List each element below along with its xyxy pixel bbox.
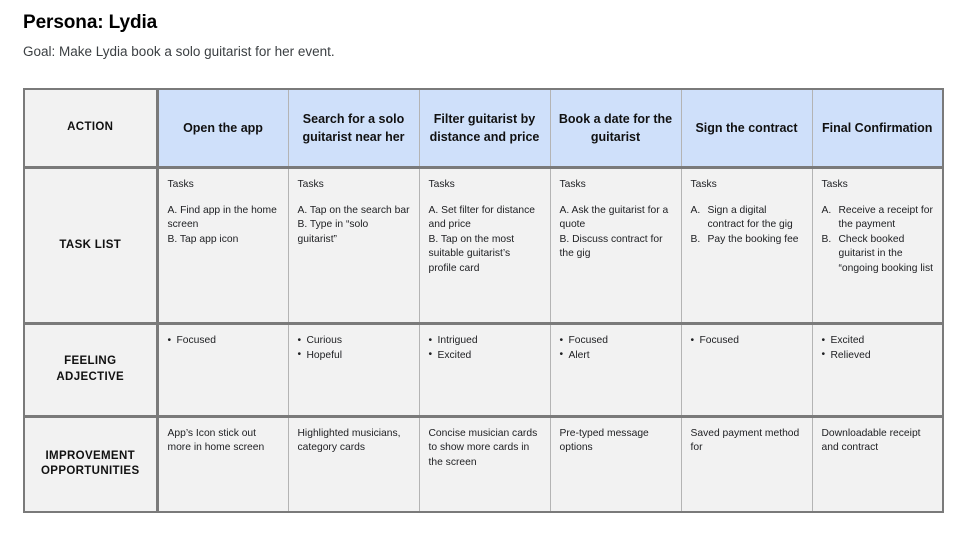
- row-label-task-list: TASK LIST: [24, 168, 157, 324]
- task-ordered-list: [691, 204, 803, 248]
- task-item-marker: A.: [690, 204, 701, 216]
- bullet-icon: •: [559, 349, 564, 361]
- bullet-icon: •: [428, 349, 433, 361]
- tasks-heading: Tasks: [167, 179, 194, 191]
- stage-header-5: Sign the contract: [681, 89, 812, 168]
- task-item: [691, 204, 803, 233]
- page-goal-subtitle: Goal: Make Lydia book a solo guitarist for her event.: [23, 44, 335, 59]
- task-item: [822, 204, 934, 233]
- feeling-list: [822, 334, 934, 363]
- task-line: A. Set filter for distance and price: [428, 204, 535, 231]
- task-cell-1: [157, 168, 288, 324]
- task-cell-3: [419, 168, 550, 324]
- feeling-item: [168, 334, 279, 349]
- feeling-cell-1: [157, 324, 288, 417]
- row-task-list: [24, 168, 943, 324]
- task-line: B. Type in “solo guitarist”: [297, 219, 369, 245]
- tasks-heading: Tasks: [559, 179, 586, 191]
- task-line: B. Discuss contract for the gig: [559, 233, 663, 260]
- task-item-text: Check booked guitarist in the “ongoing booking list: [838, 233, 933, 275]
- stage-header-2: Search for a solo guitarist near her: [288, 89, 419, 168]
- row-feeling-adjective: [24, 324, 943, 417]
- feeling-label: Hopeful: [306, 349, 342, 361]
- task-cell-5: [681, 168, 812, 324]
- feeling-label: Intrigued: [437, 335, 478, 347]
- feeling-item: [822, 349, 934, 364]
- page-title: Persona: Lydia: [23, 12, 158, 33]
- feeling-list: [429, 334, 541, 363]
- bullet-icon: •: [297, 349, 302, 361]
- task-item-marker: A.: [821, 204, 832, 216]
- feeling-cell-4: [550, 324, 681, 417]
- tasks-heading: Tasks: [690, 179, 717, 191]
- task-ordered-list: [822, 204, 934, 277]
- task-item: [822, 233, 934, 277]
- bullet-icon: •: [559, 334, 564, 346]
- task-line: A. Find app in the home screen: [167, 204, 277, 231]
- feeling-cell-2: [288, 324, 419, 417]
- feeling-label: Focused: [568, 335, 608, 347]
- bullet-icon: •: [297, 334, 302, 346]
- improvement-cell-1: App’s Icon stick out more in home screen: [157, 416, 288, 512]
- feeling-item: [560, 334, 672, 349]
- task-item-text: Pay the booking fee: [707, 233, 799, 245]
- feeling-cell-3: [419, 324, 550, 417]
- feeling-item: [560, 349, 672, 364]
- feeling-label: Relieved: [830, 349, 871, 361]
- feeling-label: Excited: [437, 349, 472, 361]
- feeling-item: [822, 334, 934, 349]
- row-improvement-opportunities: [24, 416, 943, 512]
- bullet-icon: •: [690, 334, 695, 346]
- feeling-label: Excited: [830, 335, 865, 347]
- feeling-list: [560, 334, 672, 363]
- feeling-list: [298, 334, 410, 363]
- task-item: [691, 233, 803, 248]
- task-line: B. Tap app icon: [167, 233, 239, 245]
- improvement-cell-3: Concise musician cards to show more cards in the screen: [419, 416, 550, 512]
- task-cell-6: [812, 168, 943, 324]
- improvement-cell-4: Pre-typed message options: [550, 416, 681, 512]
- feeling-label: Curious: [306, 335, 342, 347]
- task-item-marker: B.: [821, 233, 832, 245]
- stage-header-3: Filter guitarist by distance and price: [419, 89, 550, 168]
- task-cell-2: [288, 168, 419, 324]
- feeling-label: Alert: [568, 349, 590, 361]
- tasks-heading: Tasks: [821, 179, 848, 191]
- task-line: A. Tap on the search bar: [297, 204, 410, 216]
- bullet-icon: •: [821, 349, 826, 361]
- stage-header-1: Open the app: [157, 89, 288, 168]
- task-line: A. Ask the guitarist for a quote: [559, 204, 669, 231]
- tasks-heading: Tasks: [297, 179, 324, 191]
- stage-header-4: Book a date for the guitarist: [550, 89, 681, 168]
- bullet-icon: •: [428, 334, 433, 346]
- row-label-feeling-adjective: FEELING ADJECTIVE: [24, 324, 157, 417]
- row-label-action: ACTION: [24, 89, 157, 168]
- task-item-marker: B.: [690, 233, 701, 245]
- improvement-cell-2: Highlighted musicians, category cards: [288, 416, 419, 512]
- feeling-list: [691, 334, 803, 349]
- feeling-item: [298, 334, 410, 349]
- stage-header-6: Final Confirmation: [812, 89, 943, 168]
- improvement-cell-5: Saved payment method for: [681, 416, 812, 512]
- feeling-label: Focused: [176, 335, 216, 347]
- task-item-text: Sign a digital contract for the gig: [707, 204, 793, 231]
- row-label-improvement-opportunities: IMPROVEMENT OPPORTUNITIES: [24, 416, 157, 512]
- feeling-label: Focused: [699, 335, 739, 347]
- bullet-icon: •: [167, 334, 172, 346]
- bullet-icon: •: [821, 334, 826, 346]
- feeling-item: [429, 349, 541, 364]
- task-item-text: Receive a receipt for the payment: [838, 204, 933, 231]
- feeling-list: [168, 334, 279, 349]
- improvement-cell-6: Downloadable receipt and contract: [812, 416, 943, 512]
- task-line: B. Tap on the most suitable guitarist’s profile card: [428, 233, 515, 275]
- feeling-cell-6: [812, 324, 943, 417]
- tasks-heading: Tasks: [428, 179, 455, 191]
- feeling-item: [298, 349, 410, 364]
- user-journey-map-table: [23, 88, 944, 513]
- row-action: [24, 89, 943, 168]
- feeling-cell-5: [681, 324, 812, 417]
- task-cell-4: [550, 168, 681, 324]
- feeling-item: [429, 334, 541, 349]
- feeling-item: [691, 334, 803, 349]
